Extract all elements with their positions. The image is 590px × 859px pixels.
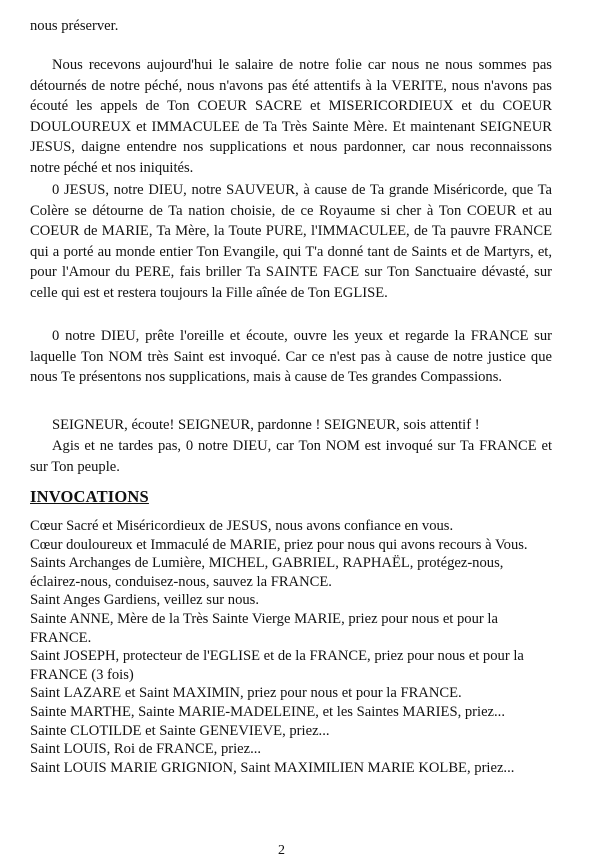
invocation-item: Cœur Sacré et Miséricordieux de JESUS, nous avons confiance en vous. bbox=[30, 518, 454, 534]
invocation-item: Sainte ANNE, Mère de la Très Sainte Vierge MARIE, priez pour nous et pour la FRANCE. bbox=[30, 610, 498, 646]
invocation-item: Sainte MARTHE, Sainte MARIE-MADELEINE, et les Saintes MARIES, priez... bbox=[30, 703, 505, 720]
paragraph-4: SEIGNEUR, écoute! SEIGNEUR, pardonne ! SEIGNEUR, sois attentif ! bbox=[52, 417, 480, 433]
paragraph-2: 0 JESUS, notre DIEU, notre SAUVEUR, à cause de Ta grande Miséricorde, que Ta Colère se détourne de Ta nation choisie, de ce Royaume si cher à Ton COEUR et au COEUR de MARIE, Ta Mère, la Toute PURE, l'IMMACULEE, de Ta pauvre FRANCE qui a porté au monde entier Ton Evangile, qui T'a donné tant de Saints et de Martyrs, et, pour l'Amour du PERE, fais briller Ta SAINTE FACE sur Ton Sanctuaire dévasté, sur celle qui est et restera toujours la Fille aînée de Ton EGLISE. bbox=[30, 182, 552, 301]
page-number: 2 bbox=[278, 843, 285, 858]
invocation-item: Cœur douloureux et Immaculé de MARIE, priez pour nous qui avons recours à Vous. bbox=[30, 536, 528, 553]
invocations-list bbox=[30, 517, 552, 777]
invocation-item: Saint Anges Gardiens, veillez sur nous. bbox=[30, 592, 260, 609]
paragraph-1: Nous recevons aujourd'hui le salaire de notre folie car nous ne nous sommes pas détournés de notre péché, nous n'avons pas été attentifs à la VERITE, nous n'avons pas écouté les appels de Ton COEUR SACRE et MISERICORDIEUX et du COEUR DOULOUREUX et IMMACULEE de Ta Très Sainte Mère. Et maintenant SEIGNEUR JESUS, daigne entendre nos supplications et nous pardonner, car nous reconnaissons notre péché et nos iniquités. bbox=[30, 57, 552, 176]
invocation-item: Saint LOUIS, Roi de FRANCE, priez... bbox=[30, 741, 262, 758]
invocation-item: Saint LAZARE et Saint MAXIMIN, priez pour nous et pour la FRANCE. bbox=[30, 685, 462, 702]
invocation-item: Saint JOSEPH, protecteur de l'EGLISE et de la FRANCE, priez pour nous et pour la FRANCE (3 fois) bbox=[30, 648, 524, 683]
paragraph-5: Agis et ne tardes pas, 0 notre DIEU, car Ton NOM est invoqué sur Ta FRANCE et sur Ton peuple. bbox=[30, 438, 552, 475]
invocation-item: Sainte CLOTILDE et Sainte GENEVIEVE, priez... bbox=[30, 722, 330, 739]
continued-line: nous préserver. bbox=[30, 18, 119, 34]
invocation-item: Saints Archanges de Lumière, MICHEL, GABRIEL, RAPHAËL, protégez-nous, éclairez-nous, conduisez-nous, sauvez la FRANCE. bbox=[30, 555, 504, 590]
invocations-heading: INVOCATIONS bbox=[30, 487, 149, 506]
invocation-item: Saint LOUIS MARIE GRIGNION, Saint MAXIMILIEN MARIE KOLBE, priez... bbox=[30, 759, 515, 776]
paragraph-3: 0 notre DIEU, prête l'oreille et écoute, ouvre les yeux et regarde la FRANCE sur laquelle Ton NOM très Saint est invoqué. Car ce n'est pas à cause de notre justice que nous Te présentons nos supplications, mais à cause de Tes grandes Compassions. bbox=[30, 328, 552, 385]
